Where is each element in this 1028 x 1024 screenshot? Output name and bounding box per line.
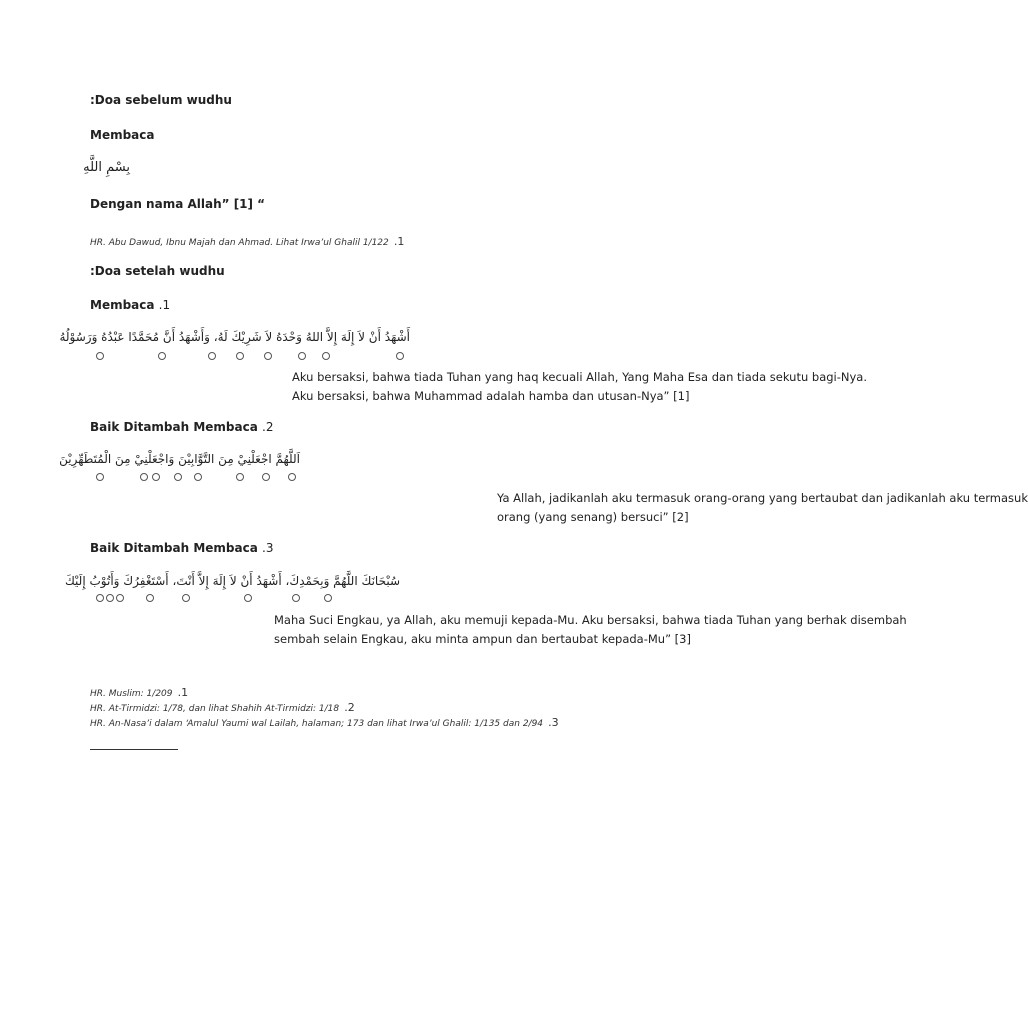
footnote-line [90, 230, 404, 249]
item1-label: Membaca .1 [90, 298, 171, 312]
bismillah-translation: Dengan nama Allah” [1] “ [90, 197, 266, 211]
item2-label: Baik Ditambah Membaca .2 [90, 420, 274, 434]
section-title-before-wudhu: :Doa sebelum wudhu [90, 93, 232, 107]
item3-translation: Maha Suci Engkau, ya Allah, aku memuji kepada-Mu. Aku bersaksi, bahwa tiada Tuhan yang berhak disembah sembah selain Engkau, aku minta ampun dan bertaubat kepada-Mu” [3] [274, 613, 907, 646]
footnote-3: HR. An-Nasa’i dalam ‘Amalul Yaumi wal Lailah, halaman; 173 dan lihat Irwa’ul Ghalil: 1/135 dan 2/94 .3 [90, 716, 559, 729]
item2-translation: Ya Allah, jadikanlah aku termasuk orang-orang yang bertaubat dan jadikanlah aku termasuk orang (yang senang) bersuci” [2] [497, 491, 1028, 524]
section-title-after-wudhu: :Doa setelah wudhu [90, 264, 225, 278]
footnote-separator [90, 749, 178, 750]
diacritic-marks [96, 594, 396, 602]
read-label: Membaca [90, 128, 155, 142]
item1-translation: Aku bersaksi, bahwa tiada Tuhan yang haq kecuali Allah, Yang Maha Esa dan tiada sekutu bagi-Nya. Aku bersaksi, bahwa Muhammad adalah hamba dan utusan-Nya” [1] [292, 370, 867, 403]
diacritic-marks [96, 352, 406, 360]
arabic-subhanaka: سُبْحَانَكَ اللَّهُمَّ وَبِحَمْدِكَ، أَشْهَدُ أَنْ لاَ إِلَهَ إِلاَّ أَنْتَ، أَسْتَغْفِرُكَ وَأَتُوْبُ إِلَيْكَ [64, 574, 400, 588]
footnote-2: HR. At-Tirmidzi: 1/78, dan lihat Shahih At-Tirmidzi: 1/18 .2 [90, 701, 355, 714]
item3-label: Baik Ditambah Membaca .3 [90, 541, 274, 555]
arabic-shahadah: أَشْهَدُ أَنْ لاَ إِلَهَ إِلاَّ اللهُ وَحْدَهُ لاَ شَرِيْكَ لَهُ، وَأَشْهَدُ أَنَّ مُحَمَّدًا عَبْدُهُ وَرَسُوْلُهُ [59, 330, 410, 344]
footnote-1: HR. Muslim: 1/209 .1 [90, 686, 189, 699]
arabic-tawwabin: اَللَّهُمَّ اجْعَلْنِيْ مِنَ التَّوَّابِيْنَ وَاجْعَلْنِيْ مِنَ الْمُتَطَهِّرِيْنَ [59, 452, 300, 466]
footnote-text: HR. Abu Dawud, Ibnu Majah dan Ahmad. Lihat Irwa’ul Ghalil 1/122 [90, 238, 389, 248]
footnote-number: .1 [393, 235, 405, 248]
diacritic-marks [96, 473, 296, 481]
arabic-bismillah: بِسْمِ اللَّهِ [83, 160, 130, 175]
